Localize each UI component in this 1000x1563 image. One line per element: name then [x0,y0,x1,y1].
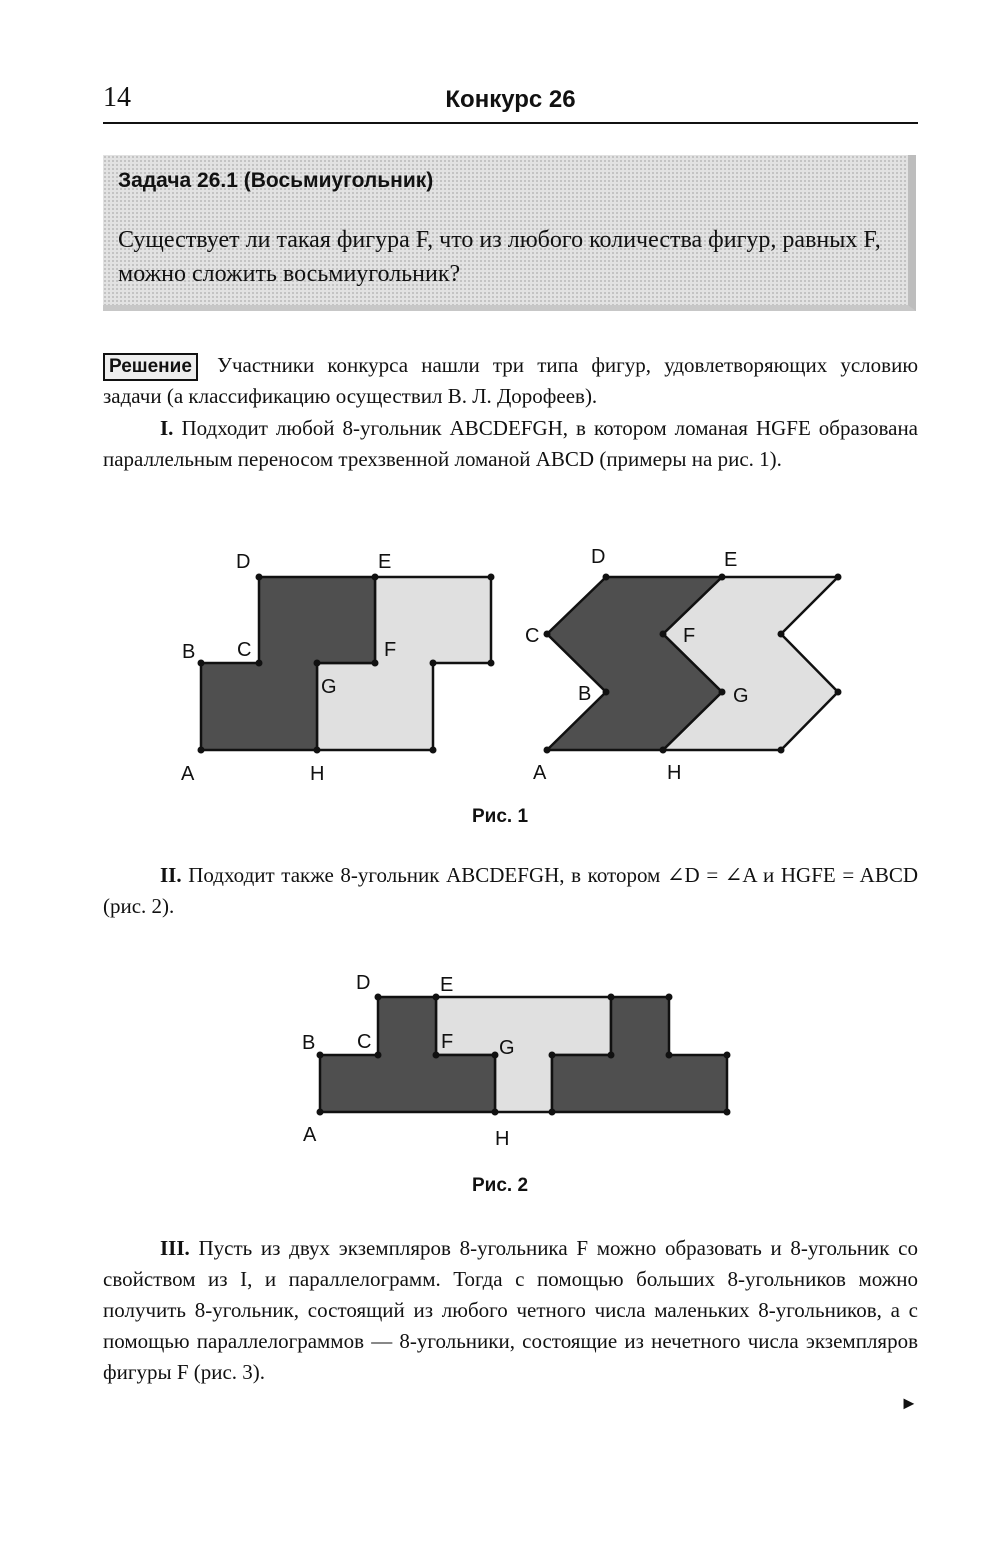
label-B: B [182,641,196,663]
vertex-dot [835,689,842,696]
label-F: F [384,639,397,661]
vertex-dot [603,689,610,696]
figure1-caption: Рис. 1 [471,806,529,827]
label-C: C [525,625,540,647]
label-C: C [237,639,252,661]
vertex-dot [608,994,615,1001]
vertex-dot [488,660,495,667]
vertex-dot [549,1052,556,1059]
continue-arrow-icon: ► [900,1393,918,1413]
vertex-dot [256,574,263,581]
vertex-dot [317,1109,324,1116]
figure2-caption: Рис. 2 [471,1175,529,1196]
vertex-dot [719,574,726,581]
vertex-dot [198,660,205,667]
vertex-dot [608,1052,615,1059]
vertex-dot [317,1052,324,1059]
part3-text: Пусть из двух экземпляров 8-угольника F можно образовать и 8-угольник со свойством из I, и параллелограмм. Тогда с помощью больших 8-угольников можно получить 8-угольник, состоящий из любого четного числа маленьких 8-угольников, а с помощью параллелограммов — 8-угольники, состоящие из нечетного числа экземпляров фигуры F (рис. 3). [103,1236,918,1384]
vertex-dot [544,631,551,638]
vertex-dot [256,660,263,667]
vertex-dot [660,747,667,754]
vertex-dot [492,1052,499,1059]
vertex-dot [492,1109,499,1116]
part2-paragraph [103,860,918,922]
part1-paragraph [103,413,918,475]
vertex-dot [314,660,321,667]
label-A: A [303,1124,317,1146]
vertex-dot [719,689,726,696]
vertex-dot [375,1052,382,1059]
vertex-dot [835,574,842,581]
part1-marker: I. [160,416,174,440]
part2-marker: II. [160,863,182,887]
solution-intro-text: Участники конкурса нашли три типа фигур, удовлетворяющих условию задачи (а классификацию осуществил В. Л. Дорофеев). [103,353,919,408]
label-G: G [499,1037,515,1059]
label-G: G [733,685,749,707]
vertex-dot [372,574,379,581]
task-box [103,155,916,311]
figure1 [0,545,1000,805]
vertex-dot [778,631,785,638]
label-D: D [591,546,606,568]
label-D: D [356,972,371,994]
solution-intro-paragraph [103,350,918,412]
label-E: E [440,974,454,996]
page-number: 14 [103,82,131,113]
label-B: B [578,683,592,705]
vertex-dot [660,631,667,638]
label-H: H [495,1128,510,1150]
vertex-dot [488,574,495,581]
part3-paragraph [103,1233,918,1388]
figure2 [0,960,1000,1160]
part2-text: Подходит также 8-угольник ABCDEFGH, в котором ∠D = ∠A и HGFE = ABCD (рис. 2). [103,863,918,918]
label-F: F [683,625,696,647]
task-text: Существует ли такая фигура F, что из любого количества фигур, равных F, можно сложить восьмиугольник? [118,227,881,287]
task-title: Задача 26.1 (Восьмиугольник) [118,169,434,192]
vertex-dot [549,1109,556,1116]
vertex-dot [198,747,205,754]
vertex-dot [724,1052,731,1059]
vertex-dot [724,1109,731,1116]
vertex-dot [314,747,321,754]
label-D: D [236,551,251,573]
label-E: E [378,551,392,573]
label-H: H [310,763,325,785]
vertex-dot [666,1052,673,1059]
label-G: G [321,676,337,698]
label-B: B [302,1032,316,1054]
label-A: A [181,763,195,785]
vertex-dot [778,747,785,754]
label-A: A [533,762,547,784]
label-F: F [441,1031,454,1053]
vertex-dot [430,660,437,667]
label-E: E [724,549,738,571]
running-title: Конкурс 26 [445,86,576,113]
vertex-dot [375,994,382,1001]
vertex-dot [603,574,610,581]
label-C: C [357,1031,372,1053]
page-header [103,80,918,124]
part3-marker: III. [160,1236,190,1260]
vertex-dot [666,994,673,1001]
vertex-dot [372,660,379,667]
vertex-dot [544,747,551,754]
vertex-dot [433,994,440,1001]
solution-label: Решение [103,353,198,381]
vertex-dot [433,1052,440,1059]
vertex-dot [430,747,437,754]
label-H: H [667,762,682,784]
part1-text: Подходит любой 8-угольник ABCDEFGH, в котором ломаная HGFE образована параллельным переносом трехзвенной ломаной ABCD (примеры на рис. 1). [103,416,919,471]
